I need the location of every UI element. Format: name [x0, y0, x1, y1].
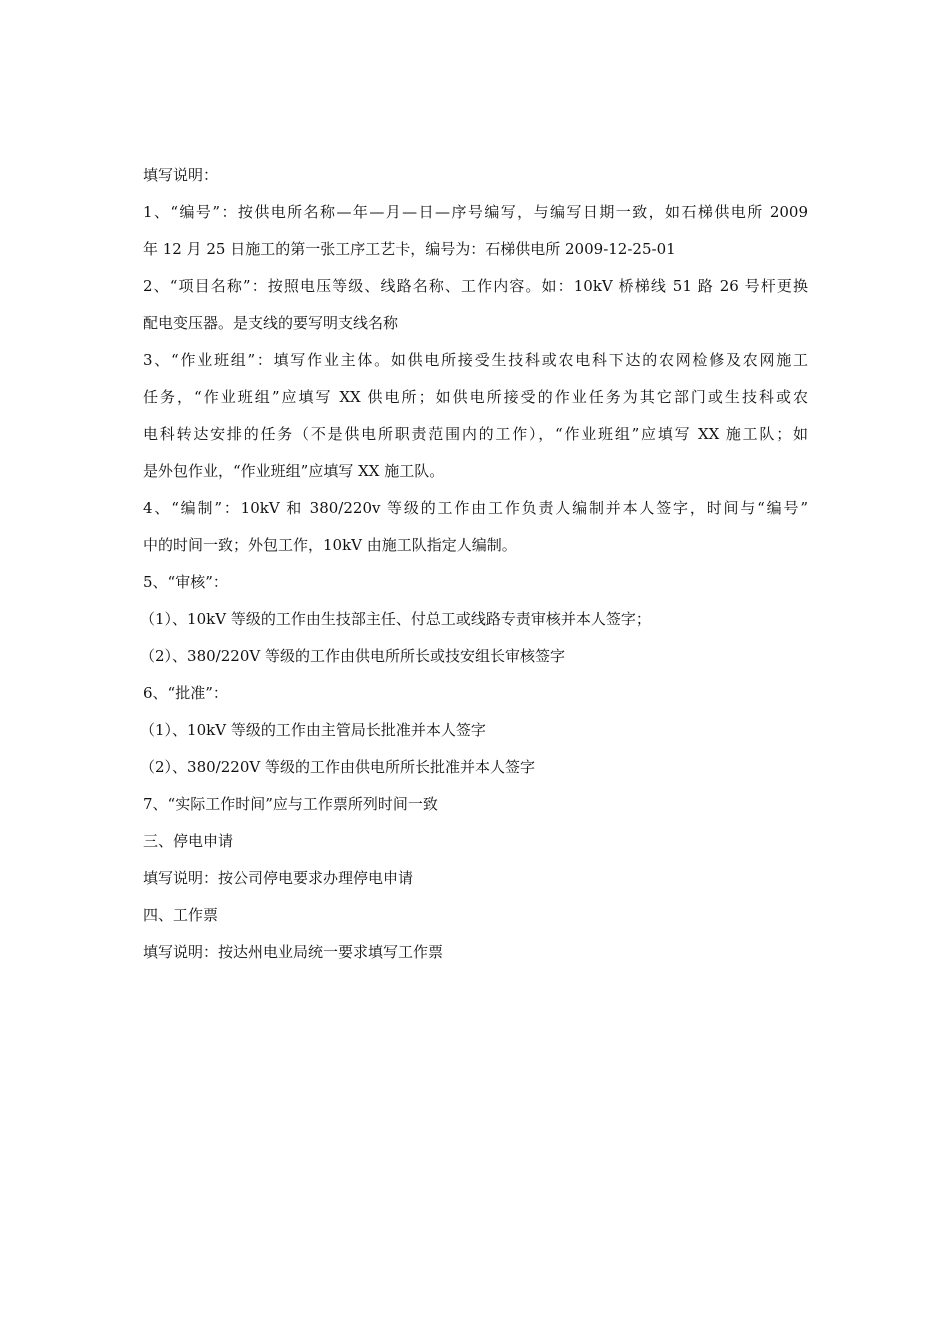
section-4-instructions: 填写说明：按达州电业局统一要求填写工作票	[143, 943, 444, 961]
item-1-line-2: 年 12 月 25 日施工的第一张工序工艺卡，编号为：石梯供电所 2009-12-25-01	[143, 240, 676, 258]
item-6-sub-1: （1）、10kV 等级的工作由主管局长批准并本人签字	[140, 721, 486, 739]
item-3-line-1: 3、“作业班组”：填写作业主体。如供电所接受生技科或农电科下达的农网检修及农网施工	[143, 351, 808, 369]
item-4-line-2: 中的时间一致；外包工作，10kV 由施工队指定人编制。	[143, 536, 517, 554]
fill-instructions-heading: 填写说明：	[143, 166, 219, 184]
item-3-line-4: 是外包作业，“作业班组”应填写 XX 施工队。	[143, 462, 445, 480]
item-3-line-3: 电科转达安排的任务（不是供电所职责范围内的工作），“作业班组”应填写 XX 施工队；如	[143, 425, 808, 443]
section-3-instructions: 填写说明：按公司停电要求办理停电申请	[143, 869, 414, 887]
section-3-heading: 三、停电申请	[143, 832, 234, 850]
item-5-heading: 5、“审核”：	[143, 573, 228, 591]
item-2-line-2: 配电变压器。是支线的要写明支线名称	[143, 314, 399, 332]
item-6-heading: 6、“批准”：	[143, 684, 228, 702]
item-5-sub-1: （1）、10kV 等级的工作由生技部主任、付总工或线路专责审核并本人签字；	[140, 610, 651, 628]
section-4-heading: 四、工作票	[143, 906, 219, 924]
document-body	[140, 157, 808, 971]
item-6-sub-2: （2）、380/220V 等级的工作由供电所所长批准并本人签字	[140, 758, 535, 776]
item-2-line-1: 2、“项目名称”：按照电压等级、线路名称、工作内容。如：10kV 桥梯线 51 路 26 号杆更换	[143, 277, 808, 295]
item-4-line-1: 4、“编制”：10kV 和 380/220v 等级的工作由工作负责人编制并本人签字，时间与“编号”	[143, 499, 808, 517]
item-5-sub-2: （2）、380/220V 等级的工作由供电所所长或技安组长审核签字	[140, 647, 565, 665]
item-3-line-2: 任务，“作业班组”应填写 XX 供电所；如供电所接受的作业任务为其它部门或生技科或农	[143, 388, 808, 406]
item-1-line-1: 1、“编号”：按供电所名称—年—月—日—序号编写，与编写日期一致，如石梯供电所 2009	[143, 203, 808, 221]
item-7: 7、“实际工作时间”应与工作票所列时间一致	[143, 795, 438, 813]
